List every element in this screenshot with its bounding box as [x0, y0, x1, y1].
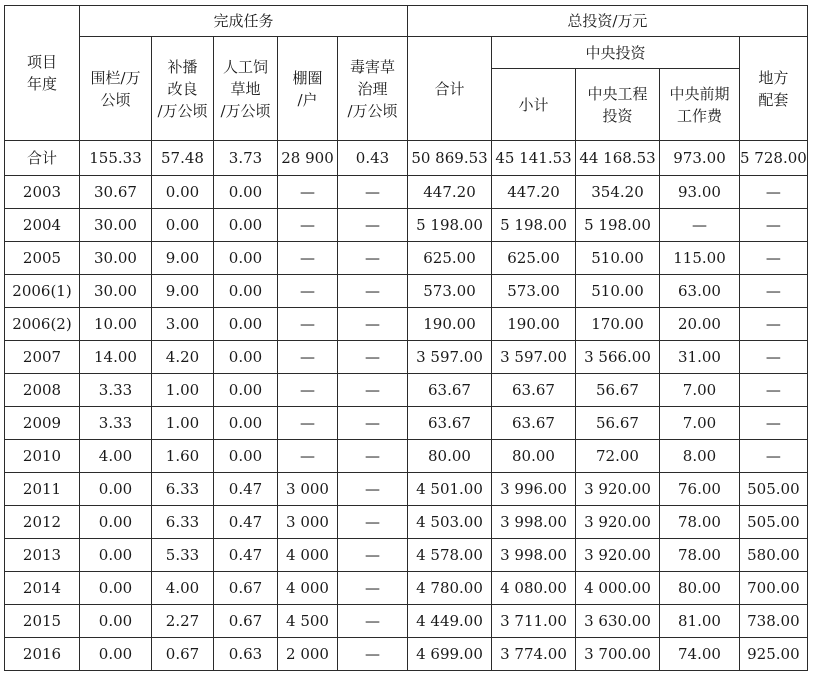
- cell-artificial-grass: 0.00: [214, 341, 278, 374]
- cell-central-prework: 973.00: [660, 141, 740, 176]
- header-corner: 项目 年度: [5, 6, 80, 141]
- cell-artificial-grass: 0.47: [214, 506, 278, 539]
- table-row: [5, 440, 808, 473]
- cell-fence: 0.00: [80, 638, 152, 671]
- cell-sheds: —: [278, 209, 338, 242]
- cell-fence: 14.00: [80, 341, 152, 374]
- cell-central-prework: 20.00: [660, 308, 740, 341]
- cell-total: 50 869.53: [408, 141, 492, 176]
- cell-central-project: 170.00: [576, 308, 660, 341]
- cell-central-prework: 7.00: [660, 374, 740, 407]
- cell-sheds: —: [278, 308, 338, 341]
- cell-local: 5 728.00: [740, 141, 808, 176]
- cell-artificial-grass: 3.73: [214, 141, 278, 176]
- cell-central-project: 56.67: [576, 374, 660, 407]
- cell-fence: 3.33: [80, 407, 152, 440]
- cell-local: 925.00: [740, 638, 808, 671]
- cell-poison-weed: 0.43: [338, 141, 408, 176]
- cell-central-project: 4 000.00: [576, 572, 660, 605]
- table-row: [5, 605, 808, 638]
- cell-local: —: [740, 440, 808, 473]
- table-body: [5, 141, 808, 671]
- header-subtotal: 小计: [492, 69, 576, 141]
- cell-artificial-grass: 0.47: [214, 473, 278, 506]
- table-row: [5, 572, 808, 605]
- table-row: [5, 209, 808, 242]
- cell-total: 63.67: [408, 374, 492, 407]
- table-row-total: [5, 141, 808, 176]
- cell-poison-weed: —: [338, 341, 408, 374]
- table-row: [5, 506, 808, 539]
- cell-reseeding: 6.33: [152, 506, 214, 539]
- cell-year: 2014: [5, 572, 80, 605]
- cell-reseeding: 6.33: [152, 473, 214, 506]
- cell-total: 4 780.00: [408, 572, 492, 605]
- cell-artificial-grass: 0.00: [214, 176, 278, 209]
- cell-reseeding: 3.00: [152, 308, 214, 341]
- cell-artificial-grass: 0.47: [214, 539, 278, 572]
- cell-reseeding: 4.20: [152, 341, 214, 374]
- cell-poison-weed: —: [338, 572, 408, 605]
- cell-total: 4 501.00: [408, 473, 492, 506]
- cell-total: 4 699.00: [408, 638, 492, 671]
- header-reseeding: 补播 改良 /万公顷: [152, 37, 214, 141]
- cell-year: 2005: [5, 242, 80, 275]
- cell-reseeding: 0.67: [152, 638, 214, 671]
- cell-local: 580.00: [740, 539, 808, 572]
- cell-poison-weed: —: [338, 209, 408, 242]
- table-row: [5, 539, 808, 572]
- cell-central-project: 3 630.00: [576, 605, 660, 638]
- cell-local: —: [740, 176, 808, 209]
- cell-year: 合计: [5, 141, 80, 176]
- cell-reseeding: 1.00: [152, 407, 214, 440]
- cell-total: 447.20: [408, 176, 492, 209]
- cell-artificial-grass: 0.63: [214, 638, 278, 671]
- cell-artificial-grass: 0.00: [214, 308, 278, 341]
- cell-fence: 3.33: [80, 374, 152, 407]
- cell-total: 80.00: [408, 440, 492, 473]
- cell-central-project: 72.00: [576, 440, 660, 473]
- cell-fence: 4.00: [80, 440, 152, 473]
- cell-local: —: [740, 242, 808, 275]
- cell-poison-weed: —: [338, 440, 408, 473]
- cell-year: 2010: [5, 440, 80, 473]
- cell-sheds: —: [278, 176, 338, 209]
- table-row: [5, 242, 808, 275]
- cell-central-prework: 93.00: [660, 176, 740, 209]
- header-group-investment: 总投资/万元: [408, 6, 808, 37]
- cell-subtotal: 45 141.53: [492, 141, 576, 176]
- cell-local: —: [740, 209, 808, 242]
- cell-central-project: 56.67: [576, 407, 660, 440]
- cell-artificial-grass: 0.00: [214, 242, 278, 275]
- cell-fence: 10.00: [80, 308, 152, 341]
- cell-reseeding: 9.00: [152, 275, 214, 308]
- cell-sheds: 3 000: [278, 506, 338, 539]
- cell-reseeding: 1.60: [152, 440, 214, 473]
- cell-poison-weed: —: [338, 176, 408, 209]
- table-row: [5, 638, 808, 671]
- cell-fence: 0.00: [80, 539, 152, 572]
- cell-poison-weed: —: [338, 506, 408, 539]
- header-central-prework: 中央前期 工作费: [660, 69, 740, 141]
- table-row: [5, 374, 808, 407]
- cell-sheds: 4 500: [278, 605, 338, 638]
- cell-central-prework: 115.00: [660, 242, 740, 275]
- cell-poison-weed: —: [338, 275, 408, 308]
- cell-artificial-grass: 0.00: [214, 209, 278, 242]
- cell-fence: 30.00: [80, 242, 152, 275]
- cell-central-prework: 80.00: [660, 572, 740, 605]
- cell-central-project: 3 920.00: [576, 506, 660, 539]
- cell-central-project: 3 920.00: [576, 539, 660, 572]
- header-poison-weed: 毒害草 治理 /万公顷: [338, 37, 408, 141]
- cell-sheds: —: [278, 242, 338, 275]
- cell-fence: 30.00: [80, 275, 152, 308]
- header-artificial-grass: 人工饲 草地 /万公顷: [214, 37, 278, 141]
- cell-fence: 0.00: [80, 605, 152, 638]
- cell-year: 2011: [5, 473, 80, 506]
- header-group-tasks: 完成任务: [80, 6, 408, 37]
- cell-subtotal: 63.67: [492, 374, 576, 407]
- cell-central-project: 510.00: [576, 275, 660, 308]
- cell-sheds: 3 000: [278, 473, 338, 506]
- cell-year: 2013: [5, 539, 80, 572]
- cell-year: 2008: [5, 374, 80, 407]
- cell-year: 2006(1): [5, 275, 80, 308]
- cell-subtotal: 3 998.00: [492, 539, 576, 572]
- cell-total: 625.00: [408, 242, 492, 275]
- table-row: [5, 176, 808, 209]
- cell-year: 2009: [5, 407, 80, 440]
- cell-local: 505.00: [740, 473, 808, 506]
- cell-fence: 155.33: [80, 141, 152, 176]
- cell-artificial-grass: 0.67: [214, 572, 278, 605]
- header-fence: 围栏/万 公顷: [80, 37, 152, 141]
- cell-sheds: —: [278, 407, 338, 440]
- cell-local: 505.00: [740, 506, 808, 539]
- cell-artificial-grass: 0.00: [214, 275, 278, 308]
- cell-central-prework: 76.00: [660, 473, 740, 506]
- cell-fence: 30.00: [80, 209, 152, 242]
- cell-local: —: [740, 374, 808, 407]
- cell-central-prework: —: [660, 209, 740, 242]
- cell-central-prework: 8.00: [660, 440, 740, 473]
- cell-year: 2006(2): [5, 308, 80, 341]
- cell-fence: 30.67: [80, 176, 152, 209]
- table-row: [5, 308, 808, 341]
- header-sheds: 棚圈 /户: [278, 37, 338, 141]
- cell-sheds: —: [278, 374, 338, 407]
- cell-poison-weed: —: [338, 605, 408, 638]
- cell-total: 4 503.00: [408, 506, 492, 539]
- cell-artificial-grass: 0.00: [214, 440, 278, 473]
- cell-central-project: 44 168.53: [576, 141, 660, 176]
- cell-reseeding: 57.48: [152, 141, 214, 176]
- cell-subtotal: 625.00: [492, 242, 576, 275]
- cell-subtotal: 3 998.00: [492, 506, 576, 539]
- table-row: [5, 275, 808, 308]
- cell-central-project: 354.20: [576, 176, 660, 209]
- cell-total: 573.00: [408, 275, 492, 308]
- cell-sheds: 28 900: [278, 141, 338, 176]
- cell-central-prework: 74.00: [660, 638, 740, 671]
- cell-artificial-grass: 0.67: [214, 605, 278, 638]
- cell-year: 2016: [5, 638, 80, 671]
- cell-subtotal: 573.00: [492, 275, 576, 308]
- cell-fence: 0.00: [80, 572, 152, 605]
- header-central-project: 中央工程 投资: [576, 69, 660, 141]
- cell-year: 2004: [5, 209, 80, 242]
- cell-central-prework: 7.00: [660, 407, 740, 440]
- cell-year: 2012: [5, 506, 80, 539]
- cell-local: —: [740, 275, 808, 308]
- cell-fence: 0.00: [80, 473, 152, 506]
- cell-total: 5 198.00: [408, 209, 492, 242]
- cell-sheds: 4 000: [278, 572, 338, 605]
- cell-total: 190.00: [408, 308, 492, 341]
- table-row: [5, 473, 808, 506]
- cell-sheds: —: [278, 275, 338, 308]
- cell-poison-weed: —: [338, 473, 408, 506]
- cell-year: 2007: [5, 341, 80, 374]
- cell-subtotal: 190.00: [492, 308, 576, 341]
- cell-reseeding: 1.00: [152, 374, 214, 407]
- cell-reseeding: 4.00: [152, 572, 214, 605]
- cell-central-prework: 63.00: [660, 275, 740, 308]
- cell-poison-weed: —: [338, 539, 408, 572]
- cell-total: 4 578.00: [408, 539, 492, 572]
- cell-central-prework: 31.00: [660, 341, 740, 374]
- cell-year: 2003: [5, 176, 80, 209]
- cell-artificial-grass: 0.00: [214, 407, 278, 440]
- table-container: [4, 5, 808, 671]
- cell-central-project: 3 700.00: [576, 638, 660, 671]
- cell-subtotal: 3 996.00: [492, 473, 576, 506]
- cell-central-project: 3 566.00: [576, 341, 660, 374]
- cell-poison-weed: —: [338, 638, 408, 671]
- cell-central-prework: 78.00: [660, 539, 740, 572]
- cell-local: —: [740, 341, 808, 374]
- cell-local: —: [740, 407, 808, 440]
- cell-local: 738.00: [740, 605, 808, 638]
- cell-total: 4 449.00: [408, 605, 492, 638]
- cell-poison-weed: —: [338, 407, 408, 440]
- cell-subtotal: 4 080.00: [492, 572, 576, 605]
- cell-poison-weed: —: [338, 242, 408, 275]
- cell-local: —: [740, 308, 808, 341]
- cell-reseeding: 0.00: [152, 176, 214, 209]
- cell-central-project: 3 920.00: [576, 473, 660, 506]
- cell-total: 3 597.00: [408, 341, 492, 374]
- header-central-group: 中央投资: [492, 37, 740, 69]
- cell-reseeding: 9.00: [152, 242, 214, 275]
- cell-year: 2015: [5, 605, 80, 638]
- cell-subtotal: 63.67: [492, 407, 576, 440]
- cell-central-prework: 78.00: [660, 506, 740, 539]
- cell-central-project: 510.00: [576, 242, 660, 275]
- cell-local: 700.00: [740, 572, 808, 605]
- cell-subtotal: 3 711.00: [492, 605, 576, 638]
- cell-total: 63.67: [408, 407, 492, 440]
- cell-central-project: 5 198.00: [576, 209, 660, 242]
- cell-fence: 0.00: [80, 506, 152, 539]
- cell-central-prework: 81.00: [660, 605, 740, 638]
- cell-sheds: —: [278, 440, 338, 473]
- cell-sheds: 2 000: [278, 638, 338, 671]
- cell-poison-weed: —: [338, 308, 408, 341]
- cell-subtotal: 5 198.00: [492, 209, 576, 242]
- header-local: 地方 配套: [740, 37, 808, 141]
- cell-sheds: 4 000: [278, 539, 338, 572]
- header-total: 合计: [408, 37, 492, 141]
- investment-table: [4, 5, 808, 671]
- table-row: [5, 407, 808, 440]
- cell-sheds: —: [278, 341, 338, 374]
- cell-reseeding: 2.27: [152, 605, 214, 638]
- cell-artificial-grass: 0.00: [214, 374, 278, 407]
- cell-poison-weed: —: [338, 374, 408, 407]
- cell-subtotal: 3 774.00: [492, 638, 576, 671]
- cell-subtotal: 80.00: [492, 440, 576, 473]
- table-row: [5, 341, 808, 374]
- cell-subtotal: 3 597.00: [492, 341, 576, 374]
- cell-subtotal: 447.20: [492, 176, 576, 209]
- cell-reseeding: 0.00: [152, 209, 214, 242]
- cell-reseeding: 5.33: [152, 539, 214, 572]
